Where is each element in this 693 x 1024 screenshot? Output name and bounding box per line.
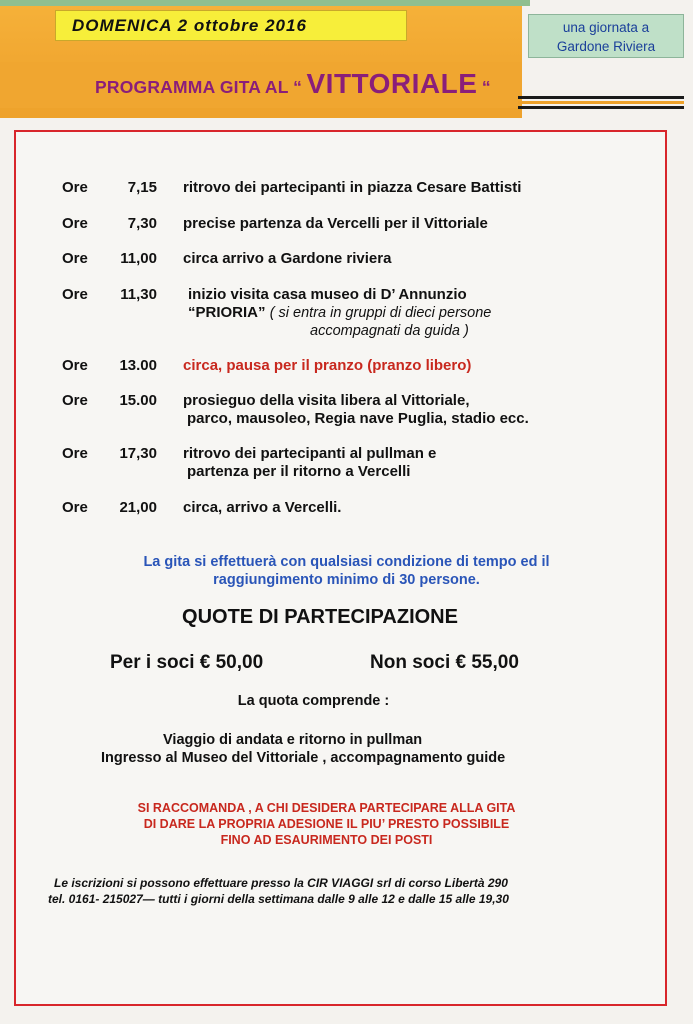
schedule-ore: Ore bbox=[62, 392, 88, 409]
schedule-desc-line: partenza per il ritorno a Vercelli bbox=[187, 463, 411, 480]
title-name: VITTORIALE bbox=[306, 68, 478, 99]
registration-info bbox=[48, 875, 658, 907]
schedule-time: 11,30 bbox=[120, 286, 157, 303]
schedule-ore: Ore bbox=[62, 499, 88, 516]
header-top-strip bbox=[0, 0, 530, 6]
price-non-members: Non soci € 55,00 bbox=[370, 652, 519, 673]
schedule-desc-line: ritrovo dei partecipanti al pullman e bbox=[183, 445, 437, 462]
registration-line: Le iscrizioni si possono effettuare presso la CIR VIAGGI srl di corso Libertà 290 bbox=[54, 876, 508, 890]
include-item: Ingresso al Museo del Vittoriale , accompagnamento guide bbox=[101, 750, 506, 766]
schedule-note: accompagnati da guida ) bbox=[310, 323, 469, 339]
recommendation bbox=[0, 800, 653, 848]
recommendation-line: FINO AD ESAURIMENTO DEI POSTI bbox=[220, 833, 433, 847]
quote-title: QUOTE DI PARTECIPAZIONE bbox=[182, 606, 458, 628]
destination-line-2: Gardone Riviera bbox=[556, 39, 656, 54]
event-date: DOMENICA 2 ottobre 2016 bbox=[55, 10, 407, 41]
destination-line-1: una giornata a bbox=[562, 20, 650, 35]
destination-box bbox=[528, 14, 684, 58]
schedule-desc: circa, pausa per il pranzo (pranzo libero) bbox=[183, 357, 472, 374]
includes-title: La quota comprende : bbox=[237, 693, 390, 709]
schedule-time: 7,15 bbox=[127, 179, 157, 196]
schedule-time: 13.00 bbox=[119, 357, 157, 374]
schedule-ore: Ore bbox=[62, 179, 88, 196]
schedule-time: 11,00 bbox=[120, 250, 157, 267]
notice-line: raggiungimento minimo di 30 persone. bbox=[213, 572, 480, 588]
registration-line: tel. 0161- 215027— tutti i giorni della settimana dalle 9 alle 12 e dalle 15 alle 19,30 bbox=[48, 892, 509, 906]
title-close-quote: “ bbox=[481, 77, 491, 97]
schedule-desc bbox=[183, 392, 603, 428]
price-members: Per i soci € 50,00 bbox=[110, 652, 264, 673]
schedule-desc: circa arrivo a Gardone riviera bbox=[183, 250, 392, 267]
schedule-time: 7,30 bbox=[127, 215, 157, 232]
schedule-ore: Ore bbox=[62, 215, 88, 232]
schedule-desc: circa, arrivo a Vercelli. bbox=[183, 499, 342, 516]
title-open-quote: “ bbox=[293, 77, 303, 97]
schedule-time: 17,30 bbox=[119, 445, 157, 462]
schedule-ore: Ore bbox=[62, 250, 88, 267]
schedule-desc-line: parco, mausoleo, Regia nave Puglia, stadio ecc. bbox=[187, 410, 529, 427]
schedule-ore: Ore bbox=[62, 445, 88, 462]
schedule-desc: ritrovo dei partecipanti in piazza Cesare Battisti bbox=[183, 179, 522, 196]
schedule-time: 15.00 bbox=[119, 392, 157, 409]
recommendation-line: SI RACCOMANDA , A CHI DESIDERA PARTECIPARE ALLA GITA bbox=[137, 801, 516, 815]
schedule-desc bbox=[183, 445, 583, 481]
schedule-time: 21,00 bbox=[119, 499, 157, 516]
weather-notice bbox=[14, 553, 679, 589]
schedule-desc-line: inizio visita casa museo di D’ Annunzio bbox=[188, 286, 467, 303]
schedule-desc bbox=[188, 286, 608, 340]
decorative-stripes bbox=[518, 96, 684, 110]
prioria-label: “PRIORIA” bbox=[188, 304, 266, 321]
schedule-desc-line bbox=[188, 304, 608, 322]
schedule-desc-line: prosieguo della visita libera al Vittoriale, bbox=[183, 392, 470, 409]
recommendation-line: DI DARE LA PROPRIA ADESIONE IL PIU’ PRESTO POSSIBILE bbox=[143, 817, 510, 831]
schedule-ore: Ore bbox=[62, 357, 88, 374]
schedule-note: ( si entra in gruppi di dieci persone bbox=[269, 305, 492, 321]
include-item: Viaggio di andata e ritorno in pullman bbox=[163, 732, 423, 748]
schedule-ore: Ore bbox=[62, 286, 88, 303]
notice-line: La gita si effettuerà con qualsiasi condizione di tempo ed il bbox=[143, 554, 550, 570]
title-prefix: PROGRAMMA GITA AL bbox=[95, 77, 289, 97]
schedule-desc: precise partenza da Vercelli per il Vittoriale bbox=[183, 215, 488, 232]
